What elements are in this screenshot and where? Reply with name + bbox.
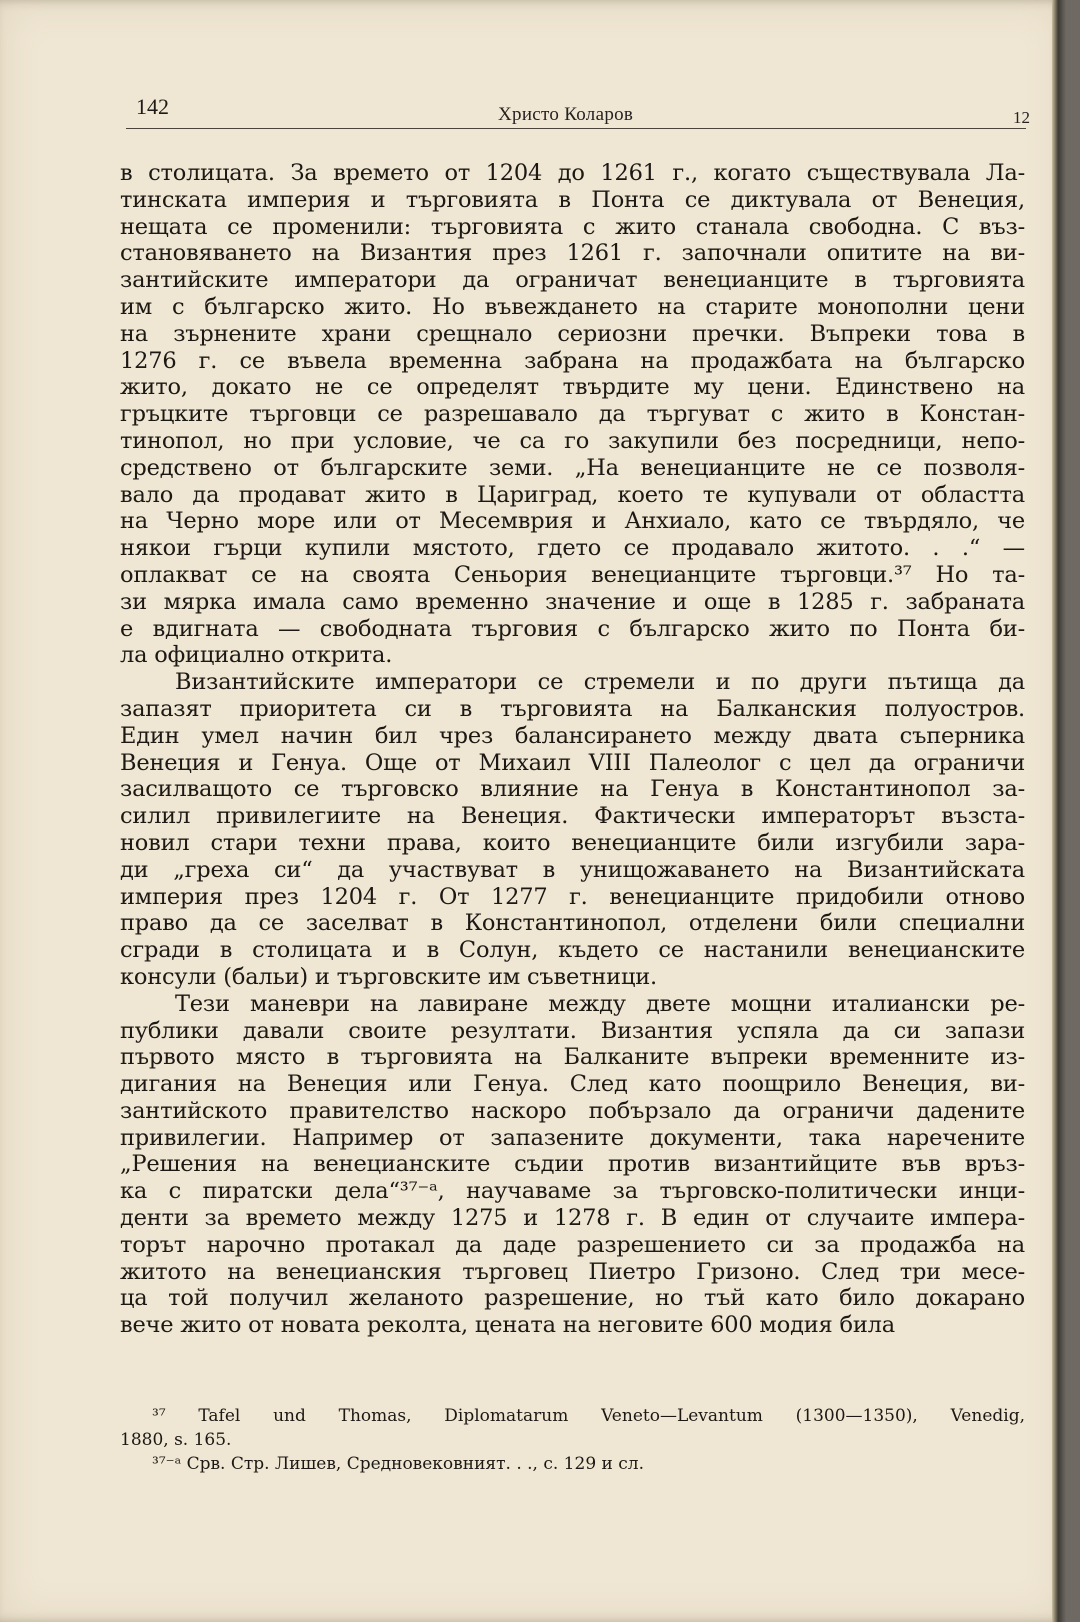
text-line: Един умел начин бил чрез балансирането между двата съперника — [120, 722, 1025, 749]
text-line: вало да продават жито в Цариград, което те купували от областта — [120, 481, 1025, 508]
text-line: сгради в столицата и в Солун, където се настанили венецианските — [120, 937, 1025, 964]
text-line: зантийските императори да ограничат венецианците в търговията — [120, 267, 1025, 294]
text-line: ди „греха си“ да участвуват в унищожаването на Византийската — [120, 856, 1025, 883]
text-line: денти за времето между 1275 и 1278 г. В един от случаите импера- — [120, 1205, 1025, 1232]
text-line: средствено от българските земи. „На венецианците не се позволя- — [120, 454, 1025, 481]
text-line: на Черно море или от Месемврия и Анхиало, като се твърдяло, че — [120, 508, 1025, 535]
footnote-37-continuation: 1880, s. 165. — [120, 1430, 232, 1450]
text-line: ла официално открита. — [120, 642, 393, 669]
text-line: ца той получил желаното разрешение, но тъй като било докарано — [120, 1285, 1025, 1312]
text-line: право да се заселват в Константинопол, отделени били специални — [120, 910, 1025, 937]
page-number: 142 — [136, 94, 169, 119]
text-line: на зърнените храни срещнало сериозни пречки. Въпреки това в — [120, 320, 1025, 347]
body-text — [120, 160, 1025, 1339]
text-line: зантийското правителство наскоро побързало да ограничи дадените — [120, 1097, 1025, 1124]
text-line: империя през 1204 г. От 1277 г. венецианците придобили отново — [120, 883, 1025, 910]
header-rule — [126, 128, 1026, 129]
text-line: оплакват се на своята Сеньория венецианците търговци.³⁷ Но та- — [120, 561, 1025, 588]
text-line: вече жито от новата реколта, цената на неговите 600 модия била — [120, 1312, 895, 1339]
text-line: новил стари техни права, които венецианците били изгубили зара- — [120, 829, 1025, 856]
text-line: зи мярка имала само временно значение и още в 1285 г. забраната — [120, 588, 1025, 615]
signature-mark: 12 — [1013, 108, 1030, 127]
footnote-37: ³⁷ Tafel und Thomas, Diplomatarum Veneto—Levantum (1300—1350), Venedig, — [152, 1406, 1025, 1426]
text-line: 1276 г. се въвела временна забрана на продажбата на българско — [120, 347, 1025, 374]
text-line: в столицата. За времето от 1204 до 1261 г., когато съществувала Ла- — [120, 160, 1025, 186]
text-line: дигания на Венеция или Генуа. След като поощрило Венеция, ви- — [120, 1071, 1025, 1098]
text-line: им с българско жито. Но въвеждането на старите монополни цени — [120, 293, 1025, 320]
text-line: ка с пиратски дела“³⁷⁻ᵃ, научаваме за търговско-политически инци- — [120, 1178, 1025, 1205]
text-line: Тези маневри на лавиране между двете мощни италиански ре- — [175, 990, 1025, 1017]
text-line: житото на венецианския търговец Пиетро Гризоно. След три месе- — [120, 1258, 1025, 1285]
page-edge — [1052, 0, 1066, 1622]
footnote-37a: ³⁷⁻ᵃ Срв. Стр. Лишев, Средновековният. . ., с. 129 и сл. — [152, 1454, 644, 1474]
text-line: запазят приоритета си в търговията на Балканския полуостров. — [120, 695, 1025, 722]
text-line: торът нарочно протакал да даде разрешението си за продажба на — [120, 1231, 1025, 1258]
paragraph — [120, 669, 1025, 991]
page-header — [118, 94, 1030, 130]
running-head: Христо Коларов — [498, 104, 634, 125]
text-line: консули (бальи) и търговските им съветници. — [120, 963, 657, 990]
text-line: становяването на Византия през 1261 г. започнали опитите на ви- — [120, 240, 1025, 267]
text-line: тинопол, но при условие, че са го закупили без посредници, непо- — [120, 427, 1025, 454]
paragraph — [120, 160, 1025, 669]
text-line: някои гърци купили мястото, гдето се продавало житото. . .“ — — [120, 535, 1025, 562]
text-line: Византийските императори се стремели и по други пътища да — [175, 669, 1025, 696]
text-line: публики давали своите резултати. Византия успяла да си запази — [120, 1017, 1025, 1044]
text-line: жито, докато не се определят твърдите му цени. Единствено на — [120, 374, 1025, 401]
text-line: Венеция и Генуа. Още от Михаил VIII Палеолог с цел да ограничи — [120, 749, 1025, 776]
paragraph — [120, 991, 1025, 1339]
text-line: „Решения на венецианските съдии против византийците във връз- — [120, 1151, 1025, 1178]
text-line: първото място в търговията на Балканите въпреки временните из- — [120, 1044, 1025, 1071]
text-line: нещата се променили: търговията с жито станала свободна. С въз- — [120, 213, 1025, 240]
text-line: тинската империя и търговията в Понта се диктувала от Венеция, — [120, 186, 1025, 213]
text-line: е вдигната — свободната търговия с българско жито по Понта би- — [120, 615, 1025, 642]
text-line: гръцките търговци се разрешавало да търгуват с жито в Констан- — [120, 401, 1025, 428]
text-line: привилегии. Например от запазените документи, така наречените — [120, 1124, 1025, 1151]
text-line: силил привилегиите на Венеция. Фактически императорът възста- — [120, 803, 1025, 830]
text-line: засилващото се търговско влияние на Генуа в Константинопол за- — [120, 776, 1025, 803]
footnotes — [120, 1404, 1025, 1476]
